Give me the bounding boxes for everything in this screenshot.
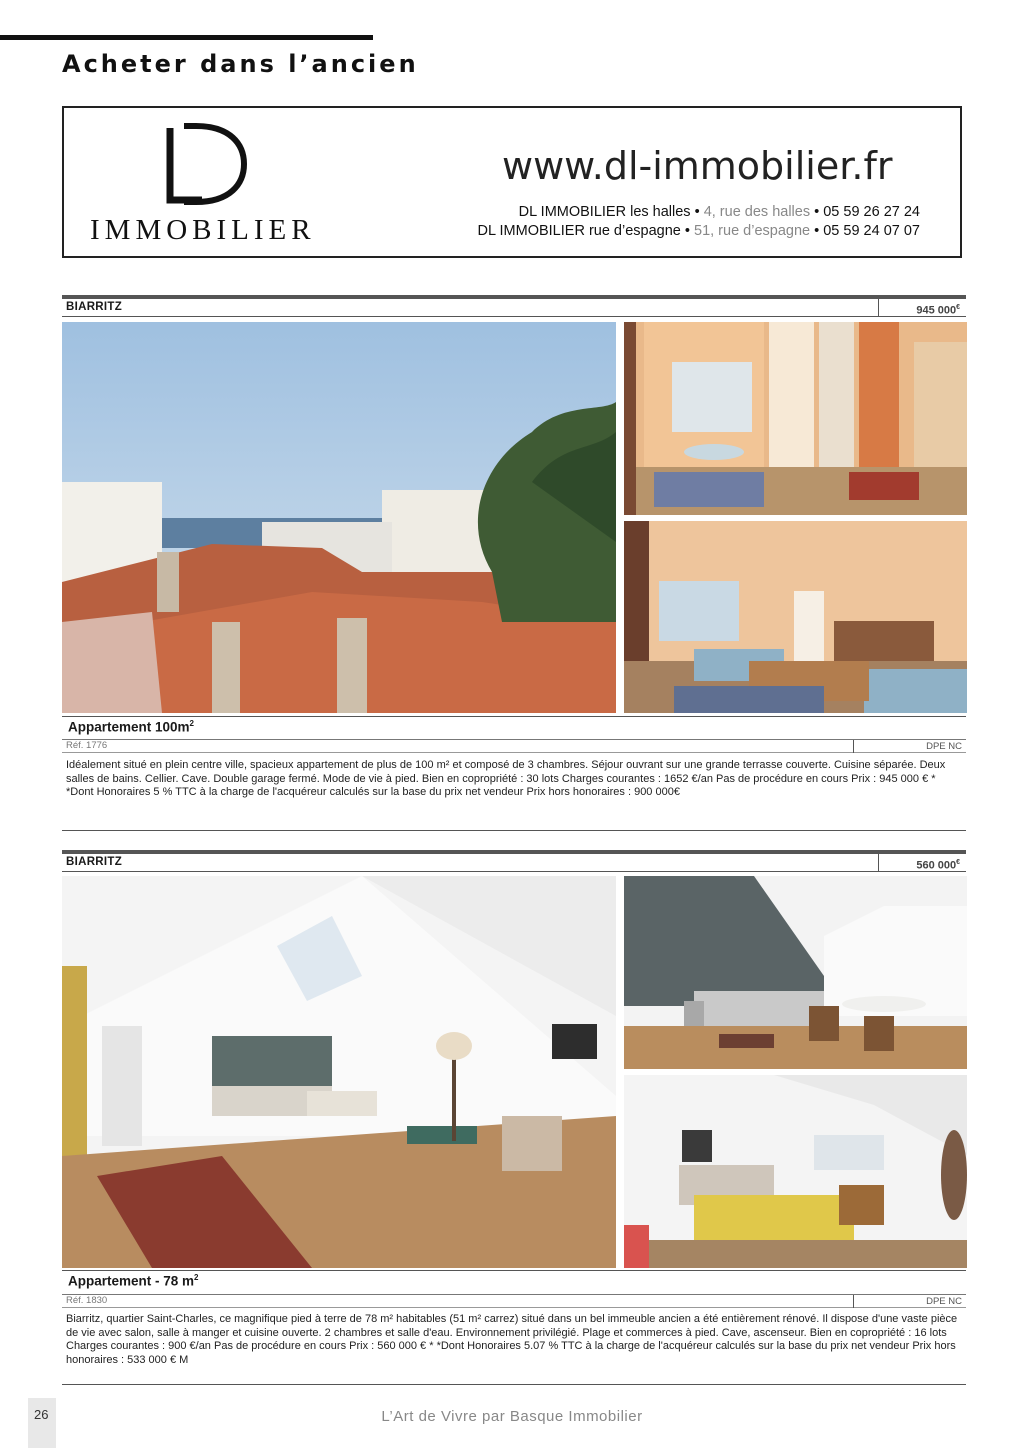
listing-2-photo-attic-living: [62, 876, 616, 1268]
listing-2-title: Appartement - 78 $m^2$: [68, 1273, 199, 1289]
listing-1-price: 945 000€: [878, 299, 966, 316]
listing-1-dpe: DPE NC: [926, 741, 962, 752]
page-number: 26: [34, 1407, 49, 1422]
listing-2-photo-bedroom: [624, 1075, 967, 1268]
listing-2-photo-kitchen: [624, 876, 967, 1069]
listing-2-header: [62, 850, 966, 872]
listing-1-ref: Réf. 1776: [66, 740, 108, 751]
listing-1-caption-rule: [62, 716, 966, 717]
listing-1-title: Appartement $100m^2$: [68, 719, 194, 735]
agency-line-espagne: DL IMMOBILIER rue d’espagne • 51, rue d’espagne • 05 59 24 07 07: [477, 223, 920, 239]
listing-2-description: Biarritz, quartier Saint-Charles, ce magnifique pied à terre de 78 m² habitables (51 m² carrez) situé dans un bel immeuble ancien a été entièrement rénové. Il dispose d'une vaste pièce de vie avec salon, salle à manger et cuisine ouverte. 2 chambres et salle d'eau. Environnement privilégié. Plage et commerces à pied. Cave, ascenseur. Bien en copropriété : 16 lots Charges courantes : 900 €/an Pas de procédure en cours Prix : 560 000 € * *Dont Honoraires 5.07 % TTC à la charge de l'acquéreur calculés sur la base du prix net vendeur Prix hors honoraires : 533 000 € M: [66, 1313, 958, 1366]
agency-line-halles: DL IMMOBILIER les halles • 4, rue des halles • 05 59 26 27 24: [518, 204, 920, 220]
listing-2-caption-rule: [62, 1270, 966, 1271]
listing-2-ref: Réf. 1830: [66, 1295, 108, 1306]
footer-tagline: L’Art de Vivre par Basque Immobilier: [381, 1408, 643, 1425]
listing-2-ref-row: [62, 1294, 966, 1308]
listing-1-header: [62, 295, 966, 317]
dpe-divider: [853, 740, 854, 753]
listing-1-photo-living: [624, 521, 967, 713]
logo-wordmark: IMMOBILIER: [90, 214, 316, 246]
listing-1-photo-dining: [624, 322, 967, 515]
section-title: Acheter dans l’ancien: [62, 50, 419, 78]
listing-2-dpe: DPE NC: [926, 1296, 962, 1307]
dl-logo-icon: [162, 122, 248, 206]
listing-2-city: BIARRITZ: [66, 856, 123, 868]
listing-2-price: 560 000€: [878, 854, 966, 871]
listing-1-photo-rooftops: [62, 322, 616, 713]
listing-separator: [62, 1384, 966, 1385]
listing-1-ref-row: [62, 739, 966, 753]
listing-separator: [62, 830, 966, 831]
agency-banner: [62, 106, 962, 258]
listing-1-city: BIARRITZ: [66, 301, 123, 313]
dpe-divider: [853, 1295, 854, 1308]
listing-1-description: Idéalement situé en plein centre ville, spacieux appartement de plus de 100 m² et composé de 3 chambres. Séjour ouvrant sur une grande terrasse couverte. Cuisine séparée. Deux salles de bains. Cellier. Cave. Double garage fermé. Mode de vie à pied. Bien en copropriété : 30 lots Charges courantes : 1652 €/an Pas de procédure en cours Prix : 945 000 € * *Dont Honoraires 5 % TTC à la charge de l'acquéreur calculés sur la base du prix net vendeur Prix hors honoraires : 900 000€: [66, 759, 946, 798]
header-rule: [0, 35, 373, 40]
agency-url[interactable]: www.dl-immobilier.fr: [502, 144, 893, 188]
